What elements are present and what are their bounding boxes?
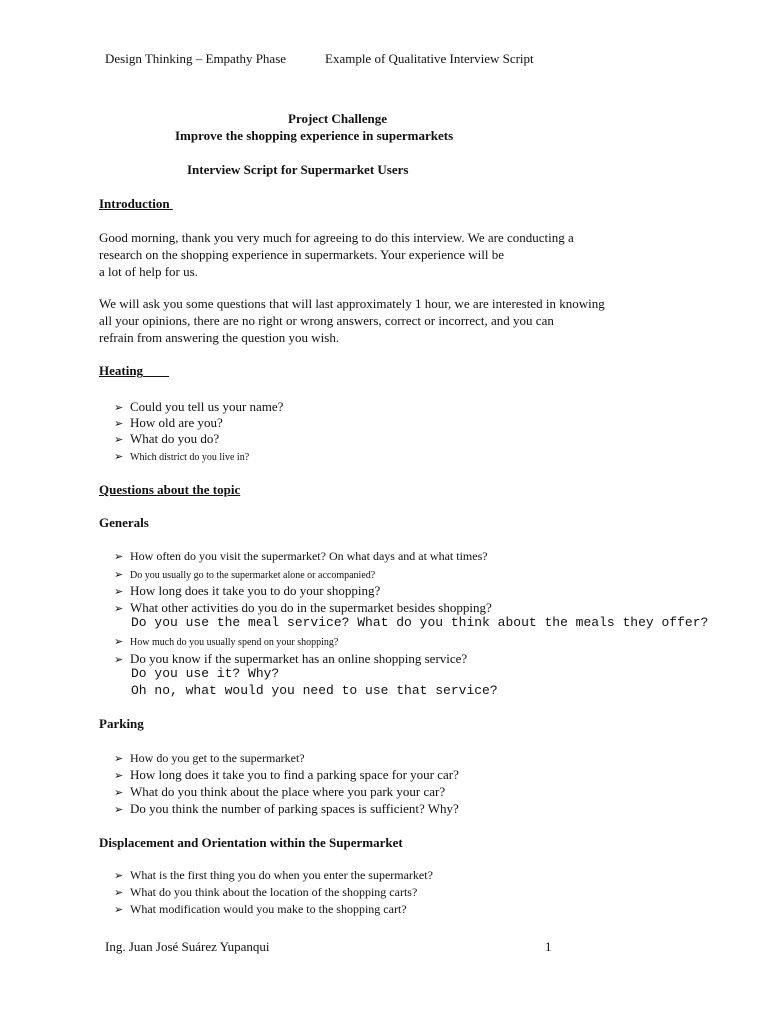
project-challenge-title: Project Challenge: [288, 111, 388, 126]
arrow-bullet-icon: ➢: [114, 653, 124, 666]
list-item: ➢ What modification would you make to the shopping cart?: [114, 902, 407, 916]
introduction-heading: Introduction: [99, 196, 170, 211]
list-item: ➢ How old are you?: [114, 415, 223, 430]
arrow-bullet-icon: ➢: [114, 903, 124, 916]
script-title: Interview Script for Supermarket Users: [187, 162, 409, 177]
list-item: ➢ Could you tell us your name?: [114, 399, 284, 414]
arrow-bullet-icon: ➢: [114, 568, 124, 581]
page-number: 1: [545, 939, 552, 954]
list-item: ➢ Do you think the number of parking spaces is sufficient? Why?: [114, 801, 459, 816]
mono-question: Do you use the meal service? What do you think about the meals they offer?: [131, 615, 709, 630]
arrow-bullet-icon: ➢: [114, 550, 124, 563]
arrow-bullet-icon: ➢: [114, 417, 124, 430]
arrow-bullet-icon: ➢: [114, 786, 124, 799]
list-item: ➢ What do you do?: [114, 431, 220, 446]
list-item: ➢ How do you get to the supermarket?: [114, 751, 305, 765]
arrow-bullet-icon: ➢: [114, 769, 124, 782]
list-item: ➢ Do you usually go to the supermarket alone or accompanied?: [114, 568, 376, 581]
list-item: ➢ What is the first thing you do when you enter the supermarket?: [114, 868, 433, 882]
header-right: Example of Qualitative Interview Script: [325, 51, 534, 66]
challenge-statement: Improve the shopping experience in supermarkets: [175, 128, 454, 143]
list-item: ➢ How long does it take you to find a parking space for your car?: [114, 767, 459, 782]
intro-p1-line: Good morning, thank you very much for agreeing to do this interview. We are conducting a: [99, 230, 574, 245]
header-left: Design Thinking – Empathy Phase: [105, 51, 287, 66]
intro-paragraph-1: [99, 229, 574, 280]
arrow-bullet-icon: ➢: [114, 433, 124, 446]
list-item: ➢ What do you think about the place where you park your car?: [114, 784, 446, 799]
arrow-bullet-icon: ➢: [114, 869, 124, 882]
mono-question: Oh no, what would you need to use that service?: [131, 683, 498, 698]
arrow-bullet-icon: ➢: [114, 803, 124, 816]
displacement-heading: Displacement and Orientation within the Supermarket: [99, 835, 403, 850]
arrow-bullet-icon: ➢: [114, 752, 124, 765]
arrow-bullet-icon: ➢: [114, 450, 124, 463]
mono-question: Do you use it? Why?: [131, 666, 280, 681]
arrow-bullet-icon: ➢: [114, 886, 124, 899]
intro-p2-line: We will ask you some questions that will last approximately 1 hour, we are interested in knowing: [99, 296, 605, 311]
generals-heading: Generals: [99, 515, 149, 530]
list-item: ➢ What other activities do you do in the supermarket besides shopping?: [114, 600, 492, 615]
list-item: ➢ How much do you usually spend on your shopping?: [114, 635, 339, 648]
arrow-bullet-icon: ➢: [114, 635, 124, 648]
list-item: ➢ Which district do you live in?: [114, 450, 250, 463]
intro-p1-line: research on the shopping experience in supermarkets. Your experience will be: [99, 247, 505, 262]
intro-p1-line: a lot of help for us.: [99, 264, 198, 279]
arrow-bullet-icon: ➢: [114, 585, 124, 598]
list-item: ➢ How often do you visit the supermarket? On what days and at what times?: [114, 549, 488, 563]
intro-p2-line: refrain from answering the question you wish.: [99, 330, 340, 345]
list-item: ➢ Do you know if the supermarket has an online shopping service?: [114, 651, 468, 666]
heating-heading: Heating: [99, 363, 144, 378]
intro-paragraph-2: [99, 295, 605, 346]
parking-heading: Parking: [99, 716, 144, 731]
list-item: ➢ How long does it take you to do your shopping?: [114, 583, 381, 598]
footer-author: Ing. Juan José Suárez Yupanqui: [105, 939, 270, 954]
topic-heading: Questions about the topic: [99, 482, 241, 497]
list-item: ➢ What do you think about the location of the shopping carts?: [114, 885, 418, 899]
arrow-bullet-icon: ➢: [114, 401, 124, 414]
intro-p2-line: all your opinions, there are no right or wrong answers, correct or incorrect, and you can: [99, 313, 554, 328]
arrow-bullet-icon: ➢: [114, 602, 124, 615]
